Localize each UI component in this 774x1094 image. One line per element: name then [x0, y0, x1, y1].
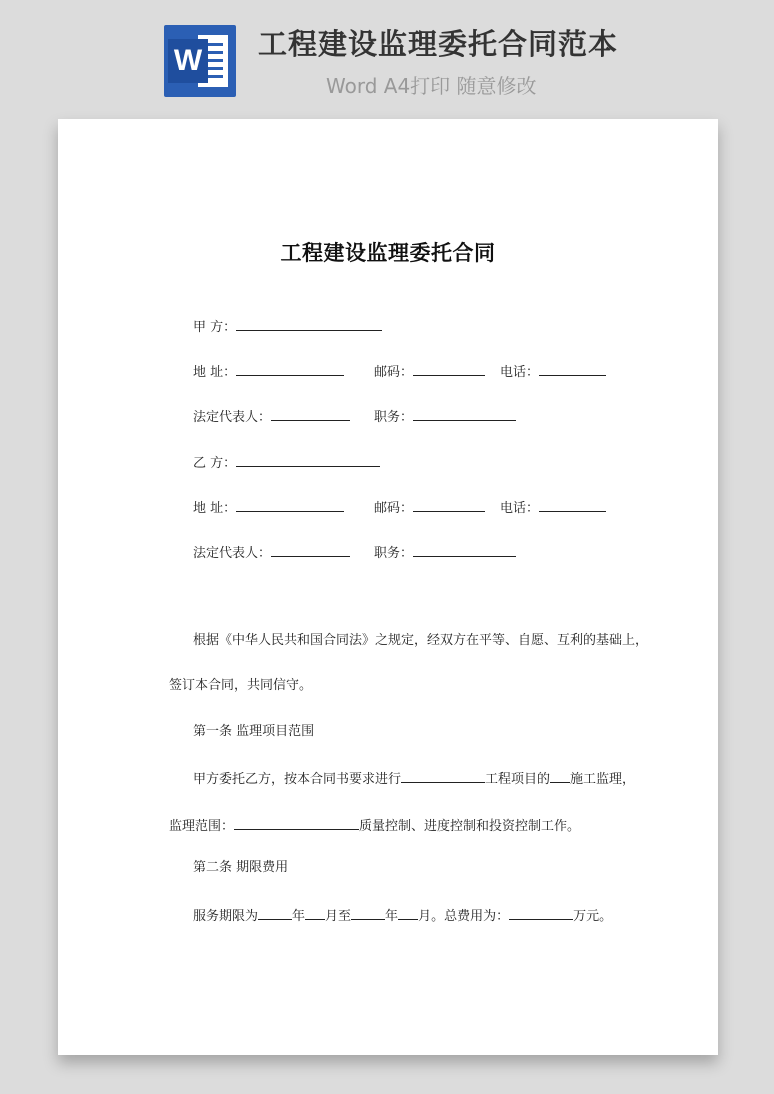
article-2-paragraph-1 — [193, 905, 612, 923]
start-month-blank[interactable] — [305, 905, 325, 920]
party-a-postcode-blank[interactable] — [413, 361, 485, 376]
article-2-text-e: 月。总费用为： — [418, 909, 510, 924]
document-title: 工程建设监理委托合同 — [280, 241, 496, 265]
party-a-phone-line — [500, 361, 606, 379]
project-name-blank[interactable] — [401, 768, 485, 783]
end-month-blank[interactable] — [398, 905, 418, 920]
party-b-line — [193, 452, 380, 470]
article-1-text-c: 施工监理， — [570, 772, 636, 787]
project-stage-blank[interactable] — [550, 768, 570, 783]
party-b-position-blank[interactable] — [413, 542, 516, 557]
party-a-postcode-label: 邮码： — [374, 365, 414, 380]
article-1-text-a: 甲方委托乙方，按本合同书要求进行 — [193, 772, 402, 787]
article-2-text-b: 年 — [292, 909, 306, 924]
party-b-address-label: 地 址： — [193, 501, 237, 516]
party-a-label: 甲 方： — [193, 320, 237, 335]
article-2-text-c: 月至 — [325, 909, 352, 924]
party-a-postcode-line — [374, 361, 485, 379]
party-b-postcode-label: 邮码： — [374, 501, 414, 516]
document-page — [58, 119, 718, 1055]
party-a-position-line — [374, 406, 516, 424]
article-1-paragraph-1 — [193, 768, 635, 786]
party-a-address-label: 地 址： — [193, 365, 237, 380]
end-year-blank[interactable] — [351, 905, 385, 920]
party-b-blank[interactable] — [236, 452, 380, 467]
total-fee-blank[interactable] — [509, 905, 573, 920]
party-a-address-line — [193, 361, 344, 379]
scope-blank[interactable] — [234, 815, 359, 830]
party-b-postcode-line — [374, 497, 485, 515]
party-a-rep-label: 法定代表人： — [193, 410, 272, 425]
party-a-position-label: 职务： — [374, 410, 414, 425]
word-icon — [164, 25, 236, 97]
watermark: ​ — [88, 468, 108, 488]
party-b-address-line — [193, 497, 344, 515]
start-year-blank[interactable] — [258, 905, 292, 920]
party-a-phone-blank[interactable] — [539, 361, 606, 376]
page-subtitle: Word A4打印 随意修改 — [326, 74, 537, 98]
article-2-text-f: 万元。 — [573, 909, 613, 924]
party-b-address-blank[interactable] — [236, 497, 344, 512]
party-a-address-blank[interactable] — [236, 361, 344, 376]
article-1-text-b: 工程项目的 — [485, 772, 551, 787]
party-a-position-blank[interactable] — [413, 406, 516, 421]
article-2-heading: 第二条 期限费用 — [193, 860, 289, 875]
party-b-label: 乙 方： — [193, 456, 237, 471]
party-a-rep-line — [193, 406, 350, 424]
party-a-blank[interactable] — [236, 316, 382, 331]
party-b-phone-line — [500, 497, 606, 515]
page-header — [0, 0, 774, 110]
party-b-position-label: 职务： — [374, 546, 414, 561]
party-a-phone-label: 电话： — [500, 365, 540, 380]
party-b-rep-line — [193, 542, 350, 560]
article-1-paragraph-2 — [169, 815, 580, 833]
article-1-text-d: 监理范围： — [169, 819, 235, 834]
intro-line-1: 根据《中华人民共和国合同法》之规定，经双方在平等、自愿、互利的基础上， — [193, 633, 649, 648]
article-2-text-d: 年 — [385, 909, 399, 924]
page-title: 工程建设监理委托合同范本 — [258, 27, 619, 61]
party-b-phone-blank[interactable] — [539, 497, 606, 512]
party-a-line — [193, 316, 382, 334]
party-b-phone-label: 电话： — [500, 501, 540, 516]
article-1-heading: 第一条 监理项目范围 — [193, 724, 315, 739]
article-1-text-e: 质量控制、进度控制和投资控制工作。 — [359, 819, 581, 834]
party-b-rep-label: 法定代表人： — [193, 546, 272, 561]
party-b-position-line — [374, 542, 516, 560]
article-2-text-a: 服务期限为 — [193, 909, 259, 924]
party-a-rep-blank[interactable] — [271, 406, 350, 421]
intro-line-2: 签订本合同，共同信守。 — [169, 678, 313, 693]
word-icon-letter: W — [168, 39, 208, 83]
party-b-rep-blank[interactable] — [271, 542, 350, 557]
party-b-postcode-blank[interactable] — [413, 497, 485, 512]
